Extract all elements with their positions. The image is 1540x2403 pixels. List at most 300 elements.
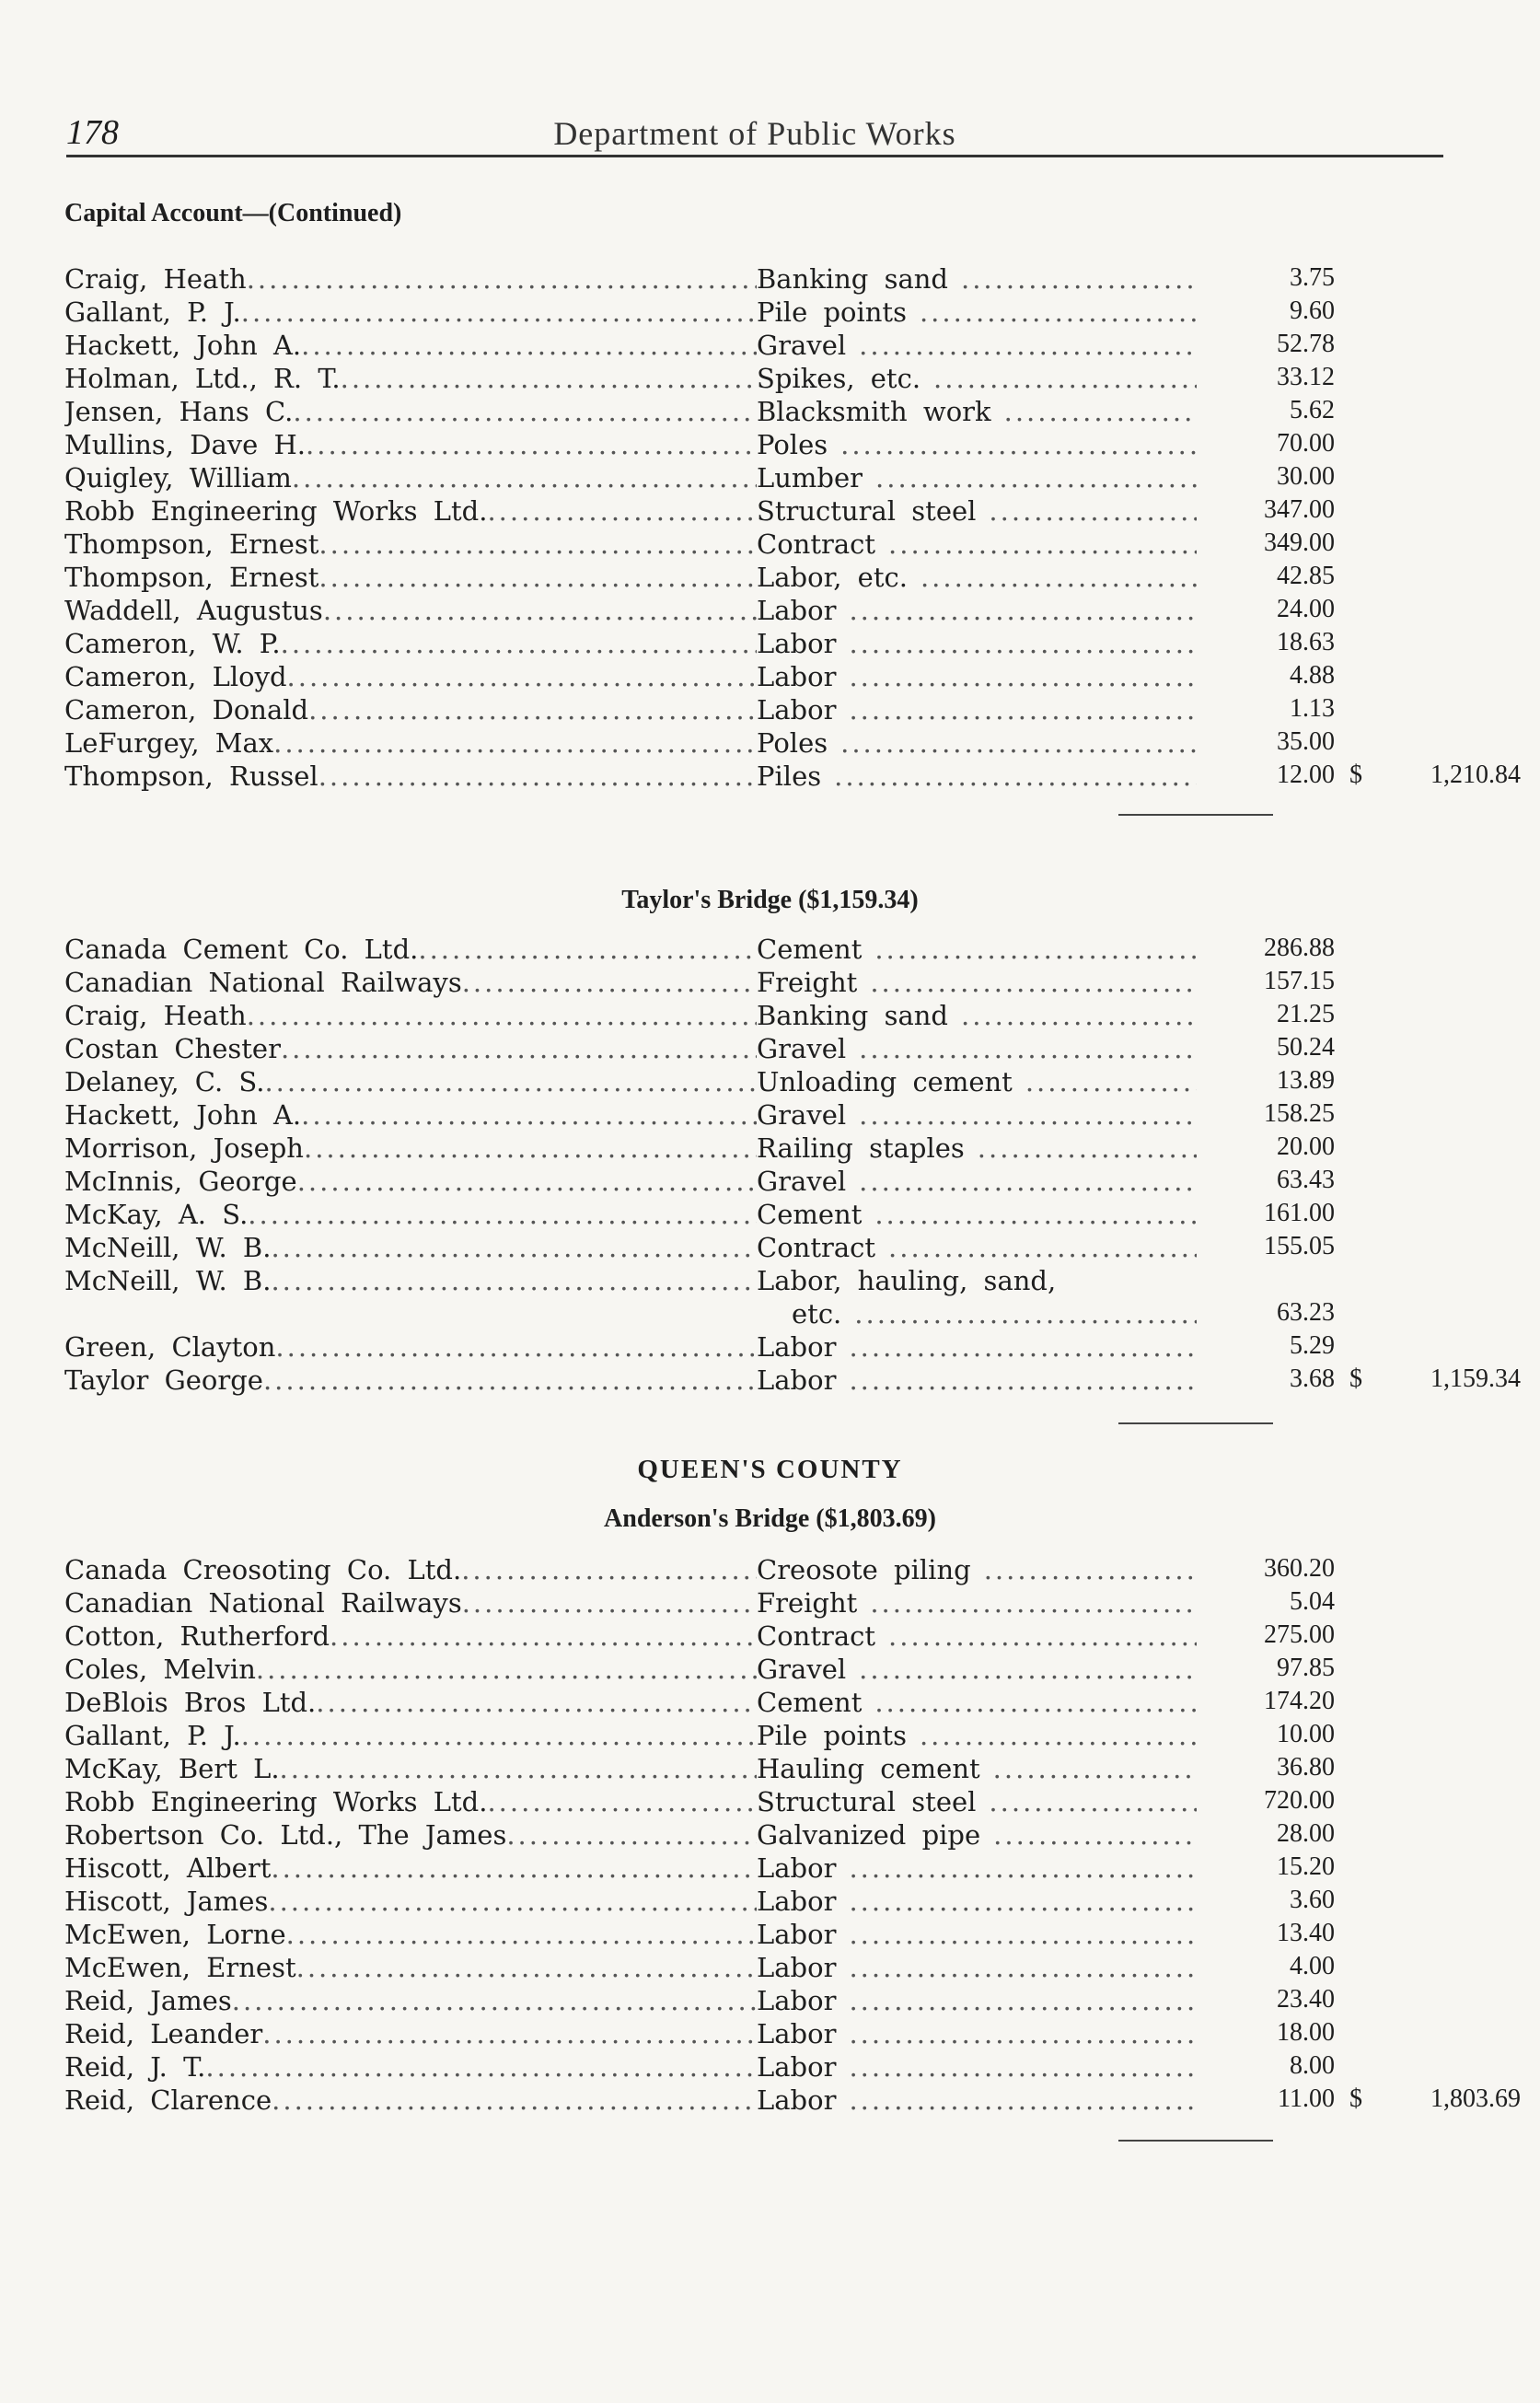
payee-name: McEwen, Ernest bbox=[64, 1952, 296, 1983]
description: Freight bbox=[757, 967, 858, 998]
dollar-sign: $ bbox=[1349, 2084, 1362, 2113]
dot-leader bbox=[306, 429, 757, 460]
dot-leader bbox=[1004, 396, 1197, 427]
dot-leader bbox=[280, 1753, 757, 1784]
payee-cell bbox=[64, 1985, 757, 2016]
dot-leader bbox=[341, 363, 757, 394]
description: Gravel bbox=[757, 1166, 847, 1197]
description-cell bbox=[757, 1166, 1197, 1197]
amount: 50.24 bbox=[1277, 1033, 1335, 1062]
description-cell bbox=[757, 263, 1197, 295]
description-cell bbox=[757, 1952, 1197, 1983]
payee-name: Quigley, William bbox=[64, 462, 292, 493]
dot-leader bbox=[301, 330, 757, 361]
description-cell bbox=[757, 1852, 1197, 1884]
payee-name: McInnis, George bbox=[64, 1166, 297, 1197]
dot-leader bbox=[849, 2084, 1197, 2116]
amount: 4.00 bbox=[1290, 1952, 1335, 1980]
dot-leader bbox=[487, 495, 757, 527]
dot-leader bbox=[281, 1033, 757, 1064]
payee-cell bbox=[64, 1886, 757, 1917]
description-cell bbox=[757, 1587, 1197, 1619]
payee-cell bbox=[64, 1033, 757, 1064]
description-cell bbox=[757, 429, 1197, 460]
dot-leader bbox=[874, 1199, 1197, 1230]
payee-name: Hiscott, James bbox=[64, 1886, 269, 1917]
description-cell bbox=[757, 2051, 1197, 2083]
dot-leader bbox=[840, 727, 1197, 759]
description: Labor bbox=[757, 1886, 837, 1917]
payee-cell bbox=[64, 1952, 757, 1983]
dot-leader bbox=[859, 330, 1197, 361]
dot-leader bbox=[301, 1099, 757, 1131]
amount: 63.43 bbox=[1277, 1166, 1335, 1194]
description: etc. bbox=[792, 1298, 842, 1329]
payee-cell bbox=[64, 1232, 757, 1263]
payee-name: LeFurgey, Max bbox=[64, 727, 274, 759]
amount: 9.60 bbox=[1290, 296, 1335, 325]
description-cell bbox=[757, 1199, 1197, 1230]
payee-name: Reid, James bbox=[64, 1985, 232, 2016]
description: Pile points bbox=[757, 296, 907, 328]
dot-leader bbox=[263, 1364, 757, 1396]
amount: 30.00 bbox=[1277, 462, 1335, 491]
dot-leader bbox=[286, 1919, 757, 1950]
description-cell bbox=[757, 2018, 1197, 2049]
payee-cell bbox=[64, 1554, 757, 1585]
payee-name: Jensen, Hans C. bbox=[64, 396, 294, 427]
payee-cell bbox=[64, 2051, 757, 2083]
payee-name: Craig, Heath bbox=[64, 263, 247, 295]
dot-leader bbox=[296, 1952, 757, 1983]
payee-cell bbox=[64, 1919, 757, 1950]
county-heading: QUEEN'S COUNTY bbox=[637, 1455, 903, 1484]
payee-cell bbox=[64, 462, 757, 493]
description-cell bbox=[757, 1554, 1197, 1585]
dot-leader bbox=[316, 1687, 757, 1718]
dot-leader bbox=[418, 934, 757, 965]
description-cell bbox=[757, 528, 1197, 560]
description-cell bbox=[757, 1066, 1197, 1097]
amount: 5.29 bbox=[1290, 1331, 1335, 1360]
dot-leader bbox=[241, 296, 757, 328]
description: Labor, hauling, sand, bbox=[757, 1265, 1057, 1296]
description: Galvanized pipe bbox=[757, 1819, 981, 1851]
taylors-bridge-heading: Taylor's Bridge ($1,159.34) bbox=[621, 886, 919, 914]
description: Labor bbox=[757, 595, 837, 626]
description-cell bbox=[757, 1753, 1197, 1784]
dot-leader bbox=[978, 1132, 1197, 1164]
description: Pile points bbox=[757, 1720, 907, 1751]
description-cell bbox=[757, 760, 1197, 792]
payee-name: Cameron, Donald bbox=[64, 694, 309, 726]
dot-leader bbox=[888, 528, 1197, 560]
amount: 20.00 bbox=[1277, 1132, 1335, 1161]
dot-leader bbox=[287, 661, 757, 692]
payee-cell bbox=[64, 1819, 757, 1851]
payee-name: McKay, A. S. bbox=[64, 1199, 249, 1230]
description: Unloading cement bbox=[757, 1066, 1013, 1097]
description-cell bbox=[757, 495, 1197, 527]
payee-name: Canadian National Railways bbox=[64, 967, 462, 998]
payee-name: Robertson Co. Ltd., The James bbox=[64, 1819, 507, 1851]
amount: 97.85 bbox=[1277, 1654, 1335, 1682]
payee-name: Taylor George bbox=[64, 1364, 263, 1396]
dot-leader bbox=[281, 628, 757, 659]
page-number: 178 bbox=[66, 113, 119, 152]
description-cell bbox=[757, 2084, 1197, 2116]
payee-name: Coles, Melvin bbox=[64, 1654, 256, 1685]
description-cell bbox=[757, 1033, 1197, 1064]
dot-leader bbox=[870, 1587, 1197, 1619]
payee-name: DeBlois Bros Ltd. bbox=[64, 1687, 317, 1718]
description: Structural steel bbox=[757, 1786, 977, 1817]
dot-leader bbox=[247, 263, 757, 295]
amount: 70.00 bbox=[1277, 429, 1335, 458]
description-cell bbox=[757, 1132, 1197, 1164]
description-cell bbox=[757, 1099, 1197, 1131]
payee-cell bbox=[64, 296, 757, 328]
description-cell bbox=[757, 330, 1197, 361]
description: Spikes, etc. bbox=[757, 363, 921, 394]
payee-name: Reid, Leander bbox=[64, 2018, 263, 2049]
description-cell bbox=[757, 967, 1197, 998]
amount: 157.15 bbox=[1264, 967, 1335, 995]
payee-name: McKay, Bert L. bbox=[64, 1753, 280, 1784]
description-cell bbox=[757, 1786, 1197, 1817]
payee-name: Canadian National Railways bbox=[64, 1587, 462, 1619]
payee-name: Green, Clayton bbox=[64, 1331, 276, 1363]
dot-leader bbox=[859, 1099, 1197, 1131]
payee-cell bbox=[64, 661, 757, 692]
payee-name: Hackett, John A. bbox=[64, 1099, 302, 1131]
dot-leader bbox=[849, 1331, 1197, 1363]
description-cell bbox=[757, 1000, 1197, 1031]
dot-leader bbox=[849, 595, 1197, 626]
dot-leader bbox=[271, 1852, 757, 1884]
description: Labor bbox=[757, 2018, 837, 2049]
description: Cement bbox=[757, 1199, 863, 1230]
payee-cell bbox=[64, 1331, 757, 1363]
amount: 347.00 bbox=[1264, 495, 1335, 524]
description-continuation bbox=[792, 1298, 1197, 1329]
description: Labor, etc. bbox=[757, 562, 908, 593]
dot-leader bbox=[256, 1654, 757, 1685]
dot-leader bbox=[248, 1199, 757, 1230]
andersons-bridge-heading: Anderson's Bridge ($1,803.69) bbox=[604, 1504, 936, 1533]
dot-leader bbox=[984, 1554, 1197, 1585]
description: Poles bbox=[757, 727, 828, 759]
payee-name: Delaney, C. S. bbox=[64, 1066, 265, 1097]
dot-leader bbox=[888, 1232, 1197, 1263]
dot-leader bbox=[318, 760, 757, 792]
amount: 3.68 bbox=[1290, 1364, 1335, 1393]
description-cell bbox=[757, 1331, 1197, 1363]
dot-leader bbox=[272, 2084, 757, 2116]
amount: 360.20 bbox=[1264, 1554, 1335, 1583]
dot-leader bbox=[849, 2051, 1197, 2083]
payee-cell bbox=[64, 1265, 757, 1296]
amount: 5.04 bbox=[1290, 1587, 1335, 1616]
payee-cell bbox=[64, 363, 757, 394]
amount: 5.62 bbox=[1290, 396, 1335, 424]
payee-name: Craig, Heath bbox=[64, 1000, 247, 1031]
dot-leader bbox=[462, 1587, 757, 1619]
dot-leader bbox=[989, 495, 1197, 527]
dot-leader bbox=[920, 296, 1197, 328]
payee-name: Reid, Clarence bbox=[64, 2084, 272, 2116]
dot-leader bbox=[859, 1654, 1197, 1685]
payee-cell bbox=[64, 429, 757, 460]
description-cell bbox=[757, 628, 1197, 659]
description: Labor bbox=[757, 1364, 837, 1396]
payee-cell bbox=[64, 2084, 757, 2116]
description-cell bbox=[757, 363, 1197, 394]
description: Labor bbox=[757, 2084, 837, 2116]
description: Labor bbox=[757, 1852, 837, 1884]
dot-leader bbox=[304, 1132, 757, 1164]
payee-cell bbox=[64, 934, 757, 965]
amount: 275.00 bbox=[1264, 1620, 1335, 1649]
description-cell bbox=[757, 396, 1197, 427]
payee-cell bbox=[64, 727, 757, 759]
description-cell bbox=[757, 1720, 1197, 1751]
dot-leader bbox=[292, 462, 757, 493]
description-cell bbox=[757, 1985, 1197, 2016]
amount: 13.89 bbox=[1277, 1066, 1335, 1095]
dot-leader bbox=[487, 1786, 757, 1817]
total-rule bbox=[1118, 2140, 1273, 2142]
amount: 52.78 bbox=[1277, 330, 1335, 358]
dot-leader bbox=[330, 1620, 757, 1652]
description: Labor bbox=[757, 1952, 837, 1983]
description: Gravel bbox=[757, 1033, 847, 1064]
amount: 8.00 bbox=[1290, 2051, 1335, 2080]
dot-leader bbox=[318, 562, 757, 593]
description-cell bbox=[757, 1265, 1197, 1296]
description: Contract bbox=[757, 1620, 876, 1652]
amount: 155.05 bbox=[1264, 1232, 1335, 1260]
description: Labor bbox=[757, 661, 837, 692]
payee-cell bbox=[64, 1852, 757, 1884]
description-cell bbox=[757, 1232, 1197, 1263]
dot-leader bbox=[849, 1952, 1197, 1983]
payee-name: Reid, J. T. bbox=[64, 2051, 206, 2083]
payee-cell bbox=[64, 967, 757, 998]
payee-cell bbox=[64, 1066, 757, 1097]
dot-leader bbox=[232, 1985, 757, 2016]
amount: 3.60 bbox=[1290, 1886, 1335, 1914]
dot-leader bbox=[859, 1166, 1197, 1197]
dot-leader bbox=[273, 727, 757, 759]
payee-name: McNeill, W. B. bbox=[64, 1232, 272, 1263]
payee-name: Thompson, Russel bbox=[64, 760, 318, 792]
payee-cell bbox=[64, 495, 757, 527]
payee-cell bbox=[64, 1654, 757, 1685]
description: Labor bbox=[757, 628, 837, 659]
description: Cement bbox=[757, 1687, 863, 1718]
payee-cell bbox=[64, 595, 757, 626]
dot-leader bbox=[961, 263, 1197, 295]
amount: 158.25 bbox=[1264, 1099, 1335, 1128]
dot-leader bbox=[989, 1786, 1197, 1817]
dot-leader bbox=[875, 462, 1197, 493]
dot-leader bbox=[271, 1265, 757, 1296]
payee-name: Cameron, W. P. bbox=[64, 628, 281, 659]
payee-cell bbox=[64, 1753, 757, 1784]
dot-leader bbox=[854, 1298, 1197, 1329]
description: Freight bbox=[757, 1587, 858, 1619]
dot-leader bbox=[461, 1554, 757, 1585]
description: Gravel bbox=[757, 1099, 847, 1131]
payee-name: Mullins, Dave H. bbox=[64, 429, 307, 460]
dot-leader bbox=[993, 1819, 1197, 1851]
payee-name: Gallant, P. J. bbox=[64, 296, 241, 328]
payee-cell bbox=[64, 2018, 757, 2049]
amount: 3.75 bbox=[1290, 263, 1335, 292]
description-cell bbox=[757, 1819, 1197, 1851]
total-rule bbox=[1118, 814, 1273, 816]
description: Cement bbox=[757, 934, 863, 965]
amount: 15.20 bbox=[1277, 1852, 1335, 1881]
dot-leader bbox=[961, 1000, 1197, 1031]
description-cell bbox=[757, 727, 1197, 759]
amount: 18.00 bbox=[1277, 2018, 1335, 2047]
section-total: 1,210.84 bbox=[1430, 760, 1521, 789]
dot-leader bbox=[264, 1066, 757, 1097]
dot-leader bbox=[247, 1000, 757, 1031]
payee-name: McNeill, W. B. bbox=[64, 1265, 272, 1296]
description-cell bbox=[757, 661, 1197, 692]
description: Banking sand bbox=[757, 1000, 948, 1031]
dot-leader bbox=[849, 1985, 1197, 2016]
dot-leader bbox=[888, 1620, 1197, 1652]
amount: 35.00 bbox=[1277, 727, 1335, 756]
payee-cell bbox=[64, 1000, 757, 1031]
description: Labor bbox=[757, 694, 837, 726]
payee-cell bbox=[64, 760, 757, 792]
dot-leader bbox=[834, 760, 1197, 792]
payee-name: Hackett, John A. bbox=[64, 330, 302, 361]
dot-leader bbox=[275, 1331, 757, 1363]
description: Poles bbox=[757, 429, 828, 460]
description-cell bbox=[757, 1886, 1197, 1917]
dot-leader bbox=[993, 1753, 1197, 1784]
description: Blacksmith work bbox=[757, 396, 991, 427]
section-total: 1,803.69 bbox=[1430, 2084, 1521, 2113]
description: Railing staples bbox=[757, 1132, 965, 1164]
dot-leader bbox=[859, 1033, 1197, 1064]
description-cell bbox=[757, 462, 1197, 493]
payee-cell bbox=[64, 396, 757, 427]
dot-leader bbox=[849, 628, 1197, 659]
dot-leader bbox=[921, 562, 1197, 593]
dot-leader bbox=[462, 967, 757, 998]
dot-leader bbox=[308, 694, 757, 726]
payee-cell bbox=[64, 628, 757, 659]
amount: 33.12 bbox=[1277, 363, 1335, 391]
dot-leader bbox=[840, 429, 1197, 460]
dollar-sign: $ bbox=[1349, 760, 1362, 789]
dot-leader bbox=[849, 1364, 1197, 1396]
payee-cell bbox=[64, 562, 757, 593]
payee-cell bbox=[64, 694, 757, 726]
payee-name: Cotton, Rutherford bbox=[64, 1620, 330, 1652]
description-cell bbox=[757, 694, 1197, 726]
dot-leader bbox=[318, 528, 757, 560]
description: Banking sand bbox=[757, 263, 948, 295]
payee-name: Hiscott, Albert bbox=[64, 1852, 272, 1884]
payee-name: Thompson, Ernest bbox=[64, 562, 319, 593]
payee-cell bbox=[64, 1132, 757, 1164]
payee-name: Costan Chester bbox=[64, 1033, 281, 1064]
amount: 28.00 bbox=[1277, 1819, 1335, 1848]
section-label: Capital Account—(Continued) bbox=[64, 199, 402, 227]
amount: 23.40 bbox=[1277, 1985, 1335, 2014]
amount: 63.23 bbox=[1277, 1298, 1335, 1327]
dot-leader bbox=[293, 396, 757, 427]
description-cell bbox=[757, 1654, 1197, 1685]
dot-leader bbox=[874, 934, 1197, 965]
payee-cell bbox=[64, 1720, 757, 1751]
description: Labor bbox=[757, 1919, 837, 1950]
description: Labor bbox=[757, 2051, 837, 2083]
dot-leader bbox=[849, 1886, 1197, 1917]
payee-name: Canada Cement Co. Ltd. bbox=[64, 934, 419, 965]
description: Contract bbox=[757, 1232, 876, 1263]
amount: 13.40 bbox=[1277, 1919, 1335, 1947]
amount: 12.00 bbox=[1277, 760, 1335, 789]
amount: 720.00 bbox=[1264, 1786, 1335, 1815]
description: Gravel bbox=[757, 1654, 847, 1685]
description: Labor bbox=[757, 1985, 837, 2016]
payee-name: Gallant, P. J. bbox=[64, 1720, 241, 1751]
amount: 36.80 bbox=[1277, 1753, 1335, 1782]
payee-cell bbox=[64, 263, 757, 295]
payee-name: Robb Engineering Works Ltd. bbox=[64, 1786, 488, 1817]
description: Hauling cement bbox=[757, 1753, 980, 1784]
dot-leader bbox=[271, 1232, 757, 1263]
amount: 1.13 bbox=[1290, 694, 1335, 723]
dot-leader bbox=[870, 967, 1197, 998]
payee-cell bbox=[64, 528, 757, 560]
running-head: Department of Public Works bbox=[553, 115, 956, 152]
description-cell bbox=[757, 1620, 1197, 1652]
amount: 174.20 bbox=[1264, 1687, 1335, 1715]
dot-leader bbox=[933, 363, 1197, 394]
dot-leader bbox=[506, 1819, 757, 1851]
payee-name: Morrison, Joseph bbox=[64, 1132, 304, 1164]
payee-cell bbox=[64, 1786, 757, 1817]
description-cell bbox=[757, 1687, 1197, 1718]
description: Contract bbox=[757, 528, 876, 560]
dot-leader bbox=[920, 1720, 1197, 1751]
dot-leader bbox=[323, 595, 757, 626]
dot-leader bbox=[849, 694, 1197, 726]
dot-leader bbox=[849, 2018, 1197, 2049]
description-cell bbox=[757, 1919, 1197, 1950]
dot-leader bbox=[849, 1852, 1197, 1884]
amount: 11.00 bbox=[1278, 2084, 1335, 2113]
payee-cell bbox=[64, 330, 757, 361]
payee-cell bbox=[64, 1166, 757, 1197]
amount: 4.88 bbox=[1290, 661, 1335, 690]
amount: 42.85 bbox=[1277, 562, 1335, 590]
payee-cell bbox=[64, 1364, 757, 1396]
dot-leader bbox=[262, 2018, 757, 2049]
dot-leader bbox=[849, 661, 1197, 692]
description: Labor bbox=[757, 1331, 837, 1363]
